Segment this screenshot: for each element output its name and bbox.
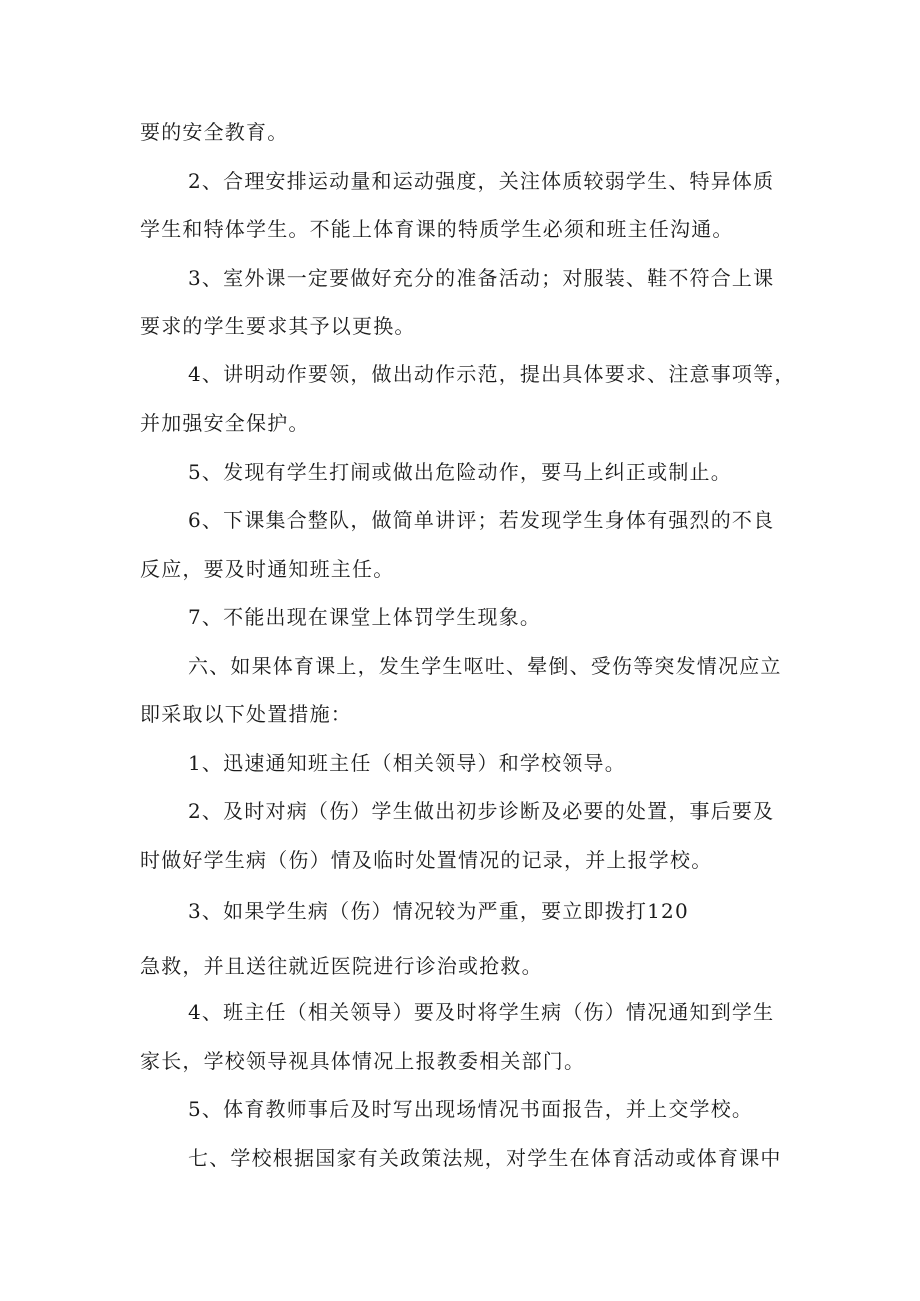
- text-line: 7、不能出现在课堂上体罚学生现象。: [188, 605, 542, 629]
- text-line: 3、室外课一定要做好充分的准备活动；对服装、鞋不符合上课: [188, 266, 775, 290]
- text-line: 时做好学生病（伤）情及临时处置情况的记录，并上报学校。: [140, 848, 713, 872]
- text-line: 4、班主任（相关领导）要及时将学生病（伤）情况通知到学生: [188, 1000, 775, 1024]
- text-line: 要求的学生要求其予以更换。: [140, 314, 416, 338]
- text-line: 6、下课集合整队，做简单讲评；若发现学生身体有强烈的不良: [188, 508, 775, 532]
- text-line: 4、讲明动作要领，做出动作示范，提出具体要求、注意事项等，: [188, 362, 796, 386]
- text-line: 反应，要及时通知班主任。: [140, 557, 395, 581]
- text-line: 学生和特体学生。不能上体育课的特质学生必须和班主任沟通。: [140, 217, 734, 241]
- text-line: 3、如果学生病（伤）情况较为严重，要立即拨打120: [188, 899, 689, 923]
- text-line: 家长，学校领导视具体情况上报教委相关部门。: [140, 1049, 586, 1073]
- text-line: 要的安全教育。: [140, 120, 289, 144]
- text-line: 2、合理安排运动量和运动强度，关注体质较弱学生、特异体质: [188, 169, 775, 193]
- text-line: 5、体育教师事后及时写出现场情况书面报告，并上交学校。: [188, 1097, 754, 1121]
- text-line: 六、如果体育课上，发生学生呕吐、晕倒、受伤等突发情况应立: [188, 654, 782, 678]
- text-line: 2、及时对病（伤）学生做出初步诊断及必要的处置，事后要及: [188, 799, 775, 823]
- text-line: 并加强安全保护。: [140, 411, 310, 435]
- text-line: 急救，并且送往就近医院进行诊治或抢救。: [140, 954, 543, 978]
- text-line: 即采取以下处置措施：: [140, 702, 352, 726]
- text-line: 七、学校根据国家有关政策法规，对学生在体育活动或体育课中: [188, 1146, 782, 1170]
- text-line: 1、迅速通知班主任（相关领导）和学校领导。: [188, 751, 626, 775]
- text-line: 5、发现有学生打闹或做出危险动作，要马上纠正或制止。: [188, 460, 732, 484]
